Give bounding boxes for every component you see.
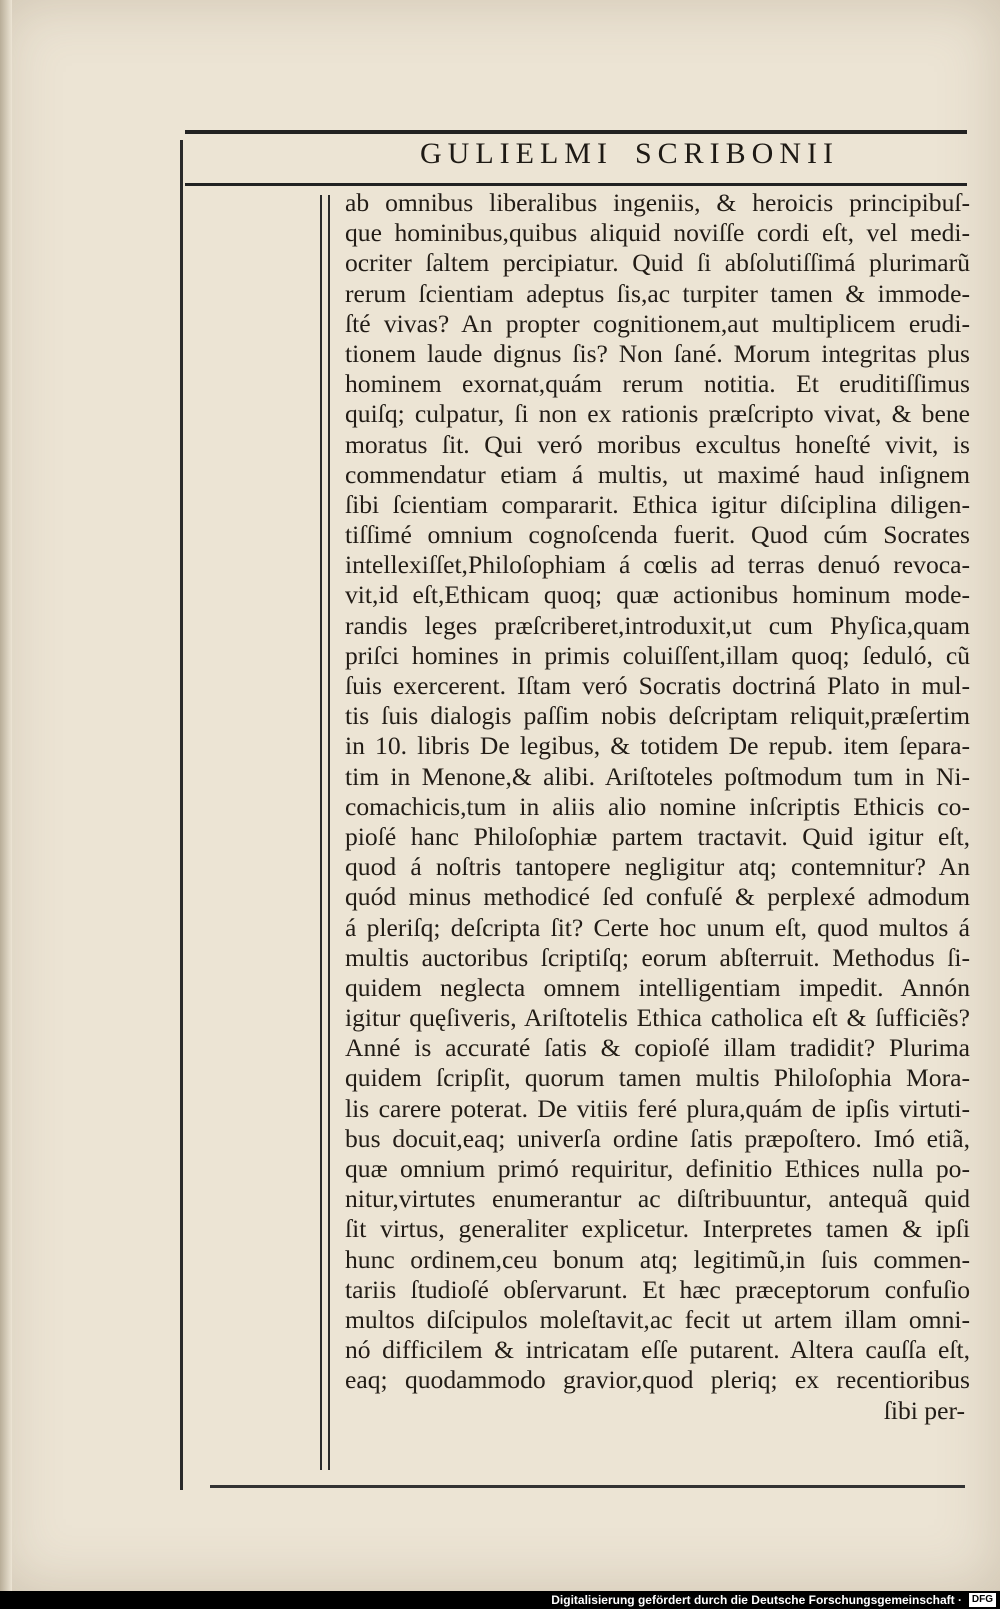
header-rule-bottom <box>185 183 967 186</box>
text-line: ſuis exercerent. Iſtam veró Socratis doctriná Plato in mul- <box>345 671 970 700</box>
text-line: multis auctoribus ſcriptiſq; eorum abſterruit. Methodus ſi- <box>345 942 970 972</box>
digitization-footer <box>0 1591 1000 1609</box>
text-line: bus docuit,eaq; univerſa ordine ſatis præpoſtero. Imó etiã, <box>345 1123 970 1153</box>
text-line: igitur quęſiveris, Ariſtotelis Ethica catholica eſt & ſufficiẽs? <box>345 1003 970 1033</box>
text-line: intellexiſſet,Philoſophiam á cœlis ad terras denuó revoca- <box>345 550 970 580</box>
header-author-last: SCRIBONII <box>634 137 839 170</box>
dfg-logo: DFG <box>969 1593 996 1607</box>
text-line: hunc ordinem,ceu bonum atq; legitimũ,in ſuis commen- <box>345 1244 970 1274</box>
text-line: tis ſuis dialogis paſſim nobis deſcriptam reliquit,præſertim <box>345 701 970 731</box>
text-line: tariis ſtudioſé obſervarunt. Et hæc præceptorum confuſio <box>345 1274 970 1304</box>
digitization-credit: Digitalisierung gefördert durch die Deutsche Forschungsgemeinschaft · <box>551 1593 962 1607</box>
margin-rule-outer <box>180 140 183 1490</box>
header-rule-top <box>185 130 967 134</box>
text-line: quæ omnium primó requiritur, definitio Ethices nulla po- <box>345 1154 970 1183</box>
header-author-first: GULIELMI <box>420 137 613 170</box>
text-line: vit,id eſt,Ethicam quoq; quæ actionibus hominum mode- <box>345 580 970 610</box>
running-header <box>420 137 900 177</box>
text-line: tionem laude dignus ſis? Non ſané. Morum integritas plus <box>345 338 970 368</box>
text-line: quiſq; culpatur, ſi non ex rationis præſcripto vivat, & bene <box>345 399 970 429</box>
text-line: lis carere poterat. De vitiis feré plura,quám de ipſis virtuti- <box>345 1093 970 1123</box>
text-line: quidem ſcripſit, quorum tamen multis Philoſophia Mora- <box>345 1063 970 1093</box>
text-line: Anné is accuraté ſatis & copioſé illam tradidit? Plurima <box>345 1033 970 1063</box>
text-line: moratus ſit. Qui veró moribus excultus honeſté vivit, is <box>345 429 970 459</box>
text-line: ocriter ſaltem percipiatur. Quid ſi abſolutiſſimá plurimarũ <box>345 248 970 278</box>
text-line: randis leges præſcriberet,introduxit,ut cum Phyſica,quam <box>345 610 970 640</box>
text-line: á pleriſq; deſcripta ſit? Certe hoc unum eſt, quod multos á <box>345 912 970 942</box>
text-line: quidem neglecta omnem intelligentiam impedit. Annón <box>345 972 970 1002</box>
text-line: rerum ſcientiam adeptus ſis,ac turpiter tamen & immode- <box>345 278 970 308</box>
text-line: ſté vivas? An propter cognitionem,aut multiplicem erudi- <box>345 308 970 338</box>
text-line: tim in Menone,& alibi. Ariſtoteles poſtmodum tum in Ni- <box>345 761 970 791</box>
text-line: tiſſimé omnium cognoſcenda fuerit. Quod cúm Socrates <box>345 520 970 550</box>
text-line: quod á noſtris tantopere negligitur atq; contemnitur? An <box>345 852 970 882</box>
text-line: pioſé hanc Philoſophiæ partem tractavit. Quid igitur eſt, <box>345 821 970 851</box>
text-line: nó difficilem & intricatam eſſe putarent. Altera cauſſa eſt, <box>345 1335 970 1365</box>
margin-rule-inner-2 <box>328 195 330 1470</box>
text-line: in 10. libris De legibus, & totidem De repub. item ſepara- <box>345 731 970 761</box>
margin-rule-inner-1 <box>320 195 322 1470</box>
text-line: eaq; quodammodo gravior,quod pleriq; ex recentioribus <box>345 1365 970 1395</box>
text-line: ab omnibus liberalibus ingeniis, & heroicis principibuſ- <box>345 188 970 217</box>
body-text <box>345 188 970 1426</box>
text-line: ſibi ſcientiam compararit. Ethica igitur diſciplina diligen- <box>345 489 970 519</box>
text-line: quód minus methodicé ſed confuſé & perplexé admodum <box>345 882 970 912</box>
text-line: ſit virtus, generaliter explicetur. Interpretes tamen & ipſi <box>345 1214 970 1244</box>
text-line: commendatur etiam á multis, ut maximé haud inſignem <box>345 459 970 489</box>
text-line: nitur,virtutes enumerantur ac diſtribuuntur, antequã quid <box>345 1184 970 1214</box>
text-line: hominem exornat,quám rerum notitia. Et eruditiſſimus <box>345 369 970 399</box>
footer-rule <box>210 1485 965 1488</box>
text-line: comachicis,tum in aliis alio nomine inſcriptis Ethicis co- <box>345 791 970 821</box>
text-line: priſci homines in primis coluiſſent,illam quoq; ſeduló, cũ <box>345 640 970 670</box>
text-line: multos diſcipulos moleſtavit,ac fecit ut artem illam omni- <box>345 1304 970 1334</box>
catchword: ſibi per- <box>883 1395 965 1425</box>
text-line: que hominibus,quibus aliquid noviſſe cordi eſt, vel medi- <box>345 218 970 248</box>
